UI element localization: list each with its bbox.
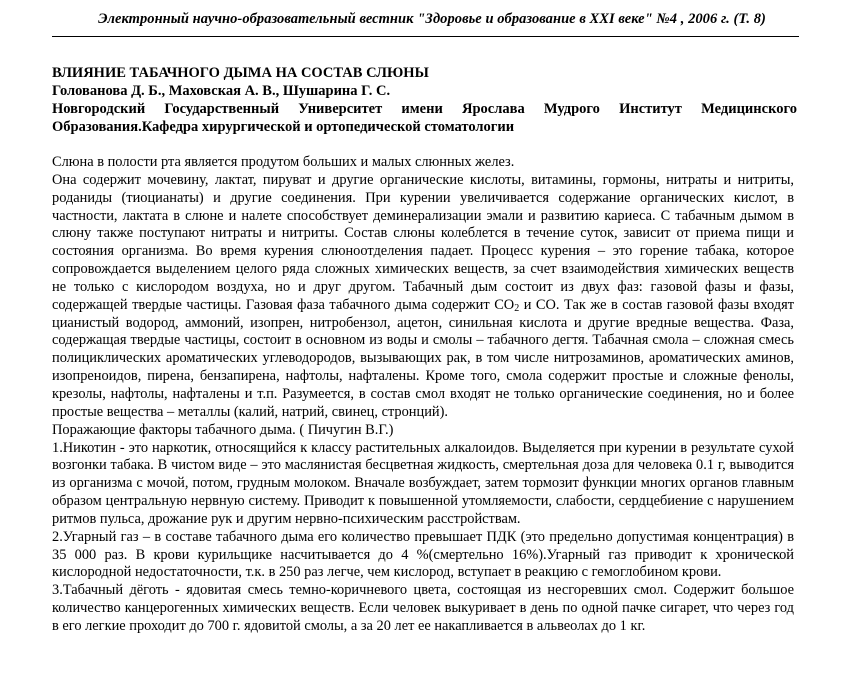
affiliation-word: Государственный: [164, 101, 280, 117]
affiliation-word: Медицинского: [701, 101, 797, 117]
body-text-part: и CO. Так же в состав газовой фазы входят цианистый водород, аммоний, изопрен, нитробензол, ацетон, синильная кислота и другие вредные вещества. Фаза, содержащая твердые частицы, состоит в основном из воды и смолы – табачного дегтя. Табачная смола – сложная смесь полициклических ароматических углеводородов, вызывающих рак, в том числе нитрозаминов, ароматических аминов, изопреноидов, пирена, бензапирена, нафтолы, нафталены. Кроме того, смола содержит простые и сложные фенолы, крезолы, нафтолы, нафталены и т.п. Разумеется, в состав смол входят не только органические соединения, но и более простые вещества – металлы (калий, натрий, свинец, стронций).: [52, 296, 794, 420]
affiliation-word: Университет: [298, 101, 383, 117]
affiliation-word: имени: [401, 101, 443, 117]
article-authors: Голованова Д. Б., Маховская А. В., Шушарина Г. С.: [52, 83, 391, 99]
affiliation-line-2: Образования.Кафедра хирургической и ортопедической стоматологии: [52, 119, 515, 135]
header-divider: [52, 36, 799, 37]
subscript-2: 2: [514, 302, 520, 314]
body-text-part: Она содержит мочевину, лактат, пируват и другие органические кислоты, витамины, гормоны, нитраты и нитриты, роданиды (тиоцианаты) и другие соединения. При курении увеличивается содержание органических кислот, в частности, лактата в слюне и налете способствует деминерализации эмали и развитию кариеса. С табачным дымом в слюну также поступают нитраты и нитриты. Состав слюны колеблется в течение суток, зависит от приема пищи и состояния организма. Во время курения слюноотделения падает. Процесс курения – это горение табака, которое сопровождается выделением целого ряда сложных химических веществ, за счет взаимодействия химических веществ не только с кислородом воздуха, но и друг другом. Табачный дым состоит из двух фаз: газовой фазы и фазы, содержащей твердые частицы. Газовая фаза табачного дыма содержит CO: [52, 171, 794, 313]
body-paragraph-intro: Слюна в полости рта является продутом больших и малых слюнных желез.: [52, 154, 515, 170]
body-paragraph-composition: [52, 172, 794, 422]
list-item-tar: 3.Табачный дёготь - ядовитая смесь темно-коричневого цвета, состоящая из несгоревших смол. Содержит большое количество канцерогенных химических веществ. Если человек выкуривает в день по одной пачке сигарет, что через год в его легкие проходит до 700 г. ядовитой смолы, а за 20 лет ее накапливается в альвеолах до 1 кг.: [52, 582, 794, 634]
list-item-carbon-monoxide: 2.Угарный газ – в составе табачного дыма его количество превышает ПДК (это предельно допустимая концентрация) в 35 000 раз. В крови курильщике насчитывается до 4 %(смертельно 16%).Угарный газ приводит к хронической кислородной недостаточности, т.к. в 250 раз легче, чем кислород, вступает в реакцию с гемоглобином крови.: [52, 528, 794, 581]
affiliation-word: Мудрого: [543, 101, 600, 117]
affiliation-word: Институт: [619, 101, 682, 117]
article-heading: [52, 64, 797, 136]
body-paragraph-factors-heading: Поражающие факторы табачного дыма. ( Пичугин В.Г.): [52, 421, 394, 438]
affiliation-word: Ярослава: [462, 101, 525, 117]
journal-header: Электронный научно-образовательный вестник "Здоровье и образование в XXI веке" №4 , 2006 г. (Т. 8): [98, 11, 766, 27]
article-body: [52, 154, 794, 636]
article-title: ВЛИЯНИЕ ТАБАЧНОГО ДЫМА НА СОСТАВ СЛЮНЫ: [52, 65, 429, 81]
affiliation-line-1: [52, 100, 797, 118]
affiliation-word: Новгородский: [52, 101, 146, 117]
list-item-nicotine: 1.Никотин - это наркотик, относящийся к классу растительных алкалоидов. Выделяется при курении в результате сухой возгонки табака. В чистом виде – это маслянистая бесцветная жидкость, смертельная доза для человека 0.1 г, выводится из организма с мочой, потом, грудным молоком. Вначале возбуждает, затем тормозит функции многих органов главным образом центральную нервную систему. Приводит к повышенной утомляемости, слабости, сердцебиение с нарушением ритмов пульса, дрожание рук и другим нервно-психическим расстройствам.: [52, 439, 794, 527]
